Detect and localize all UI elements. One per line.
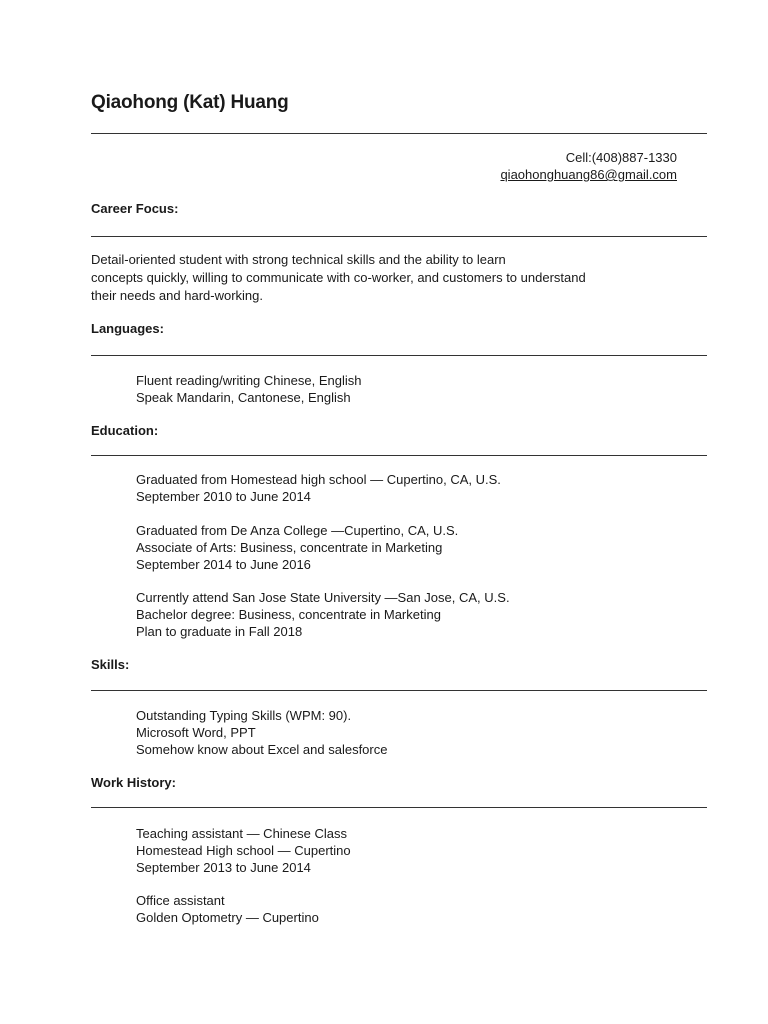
list-item: Microsoft Word, PPT (136, 725, 256, 740)
list-item: Homestead High school — Cupertino (136, 843, 351, 858)
divider (91, 690, 707, 691)
list-item: Office assistant (136, 893, 225, 908)
list-item: September 2014 to June 2016 (136, 557, 311, 572)
work-history-heading: Work History: (91, 775, 176, 790)
list-item: September 2013 to June 2014 (136, 860, 311, 875)
career-focus-heading: Career Focus: (91, 201, 179, 216)
education-entry (136, 471, 501, 505)
skills-heading: Skills: (91, 657, 130, 672)
list-item: Plan to graduate in Fall 2018 (136, 624, 303, 639)
list-item: Bachelor degree: Business, concentrate in Marketing (136, 607, 441, 622)
list-item: Associate of Arts: Business, concentrate in Marketing (136, 540, 443, 555)
work-entry (136, 825, 351, 876)
career-focus-text (91, 251, 651, 305)
resume-name: Qiaohong (Kat) Huang (91, 92, 289, 113)
list-item: Graduated from De Anza College —Cupertino, CA, U.S. (136, 523, 459, 538)
education-heading: Education: (91, 423, 159, 438)
list-item: Golden Optometry — Cupertino (136, 910, 319, 925)
divider (91, 133, 707, 134)
contact-cell: Cell:(408)887-1330 (565, 150, 677, 165)
divider (91, 355, 707, 356)
career-focus-line: Detail-oriented student with strong technical skills and the ability to learn (91, 252, 506, 267)
education-entry (136, 522, 458, 573)
list-item: Fluent reading/writing Chinese, English (136, 373, 362, 388)
education-entry (136, 589, 510, 640)
list-item: Graduated from Homestead high school — Cupertino, CA, U.S. (136, 472, 501, 487)
skills-list (136, 707, 387, 758)
divider (91, 807, 707, 808)
divider (91, 455, 707, 456)
list-item: Teaching assistant — Chinese Class (136, 826, 347, 841)
career-focus-line: their needs and hard-working. (91, 288, 263, 303)
divider (91, 236, 707, 237)
contact-block (500, 149, 677, 183)
list-item: Speak Mandarin, Cantonese, English (136, 390, 351, 405)
career-focus-line: concepts quickly, willing to communicate with co-worker, and customers to understand (91, 270, 586, 285)
list-item: Currently attend San Jose State University —San Jose, CA, U.S. (136, 590, 510, 605)
languages-heading: Languages: (91, 321, 164, 336)
list-item: Outstanding Typing Skills (WPM: 90). (136, 708, 352, 723)
languages-list (136, 372, 361, 406)
list-item: Somehow know about Excel and salesforce (136, 742, 388, 757)
list-item: September 2010 to June 2014 (136, 489, 311, 504)
contact-email-link[interactable]: qiaohonghuang86@gmail.com (500, 167, 677, 182)
work-entry (136, 892, 319, 926)
